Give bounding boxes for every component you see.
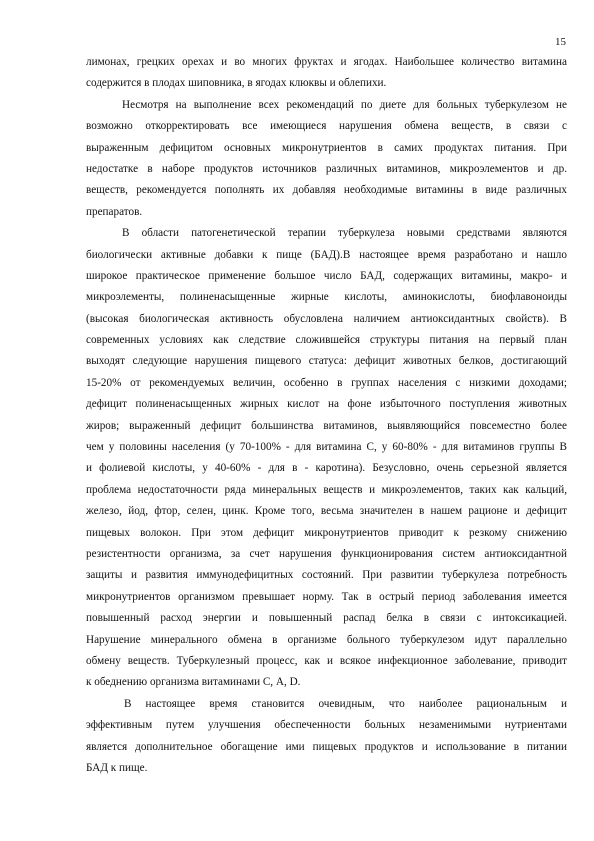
text-line: дефицит полиненасыщенных жирных кислот на фоне избыточного поступления животных — [86, 398, 567, 411]
text-line: веществ, рекомендуется пополнять их добавляя необходимые витамины в виде различных — [86, 184, 567, 197]
text-line: (высокая биологическая активность обусловлена наличием антиоксидантных свойств). В — [86, 312, 567, 325]
text-line: выходят следующие нарушения пищевого статуса: дефицит животных белков, достигающий — [86, 355, 567, 368]
text-line: содержится в плодах шиповника, в ягодах клюквы и облепихи. — [86, 77, 387, 90]
page-number: 15 — [555, 36, 566, 48]
text-line: современных условиях как следствие сложившейся структуры питания на первый план — [86, 334, 567, 347]
paragraph-3 — [86, 223, 567, 694]
text-line: обмену веществ. Туберкулезный процесс, как и всякое инфекционное заболевание, приводит — [86, 654, 567, 667]
text-line: микронутриентов организмом превышает норму. Так в острый период заболевания имеется — [86, 590, 567, 603]
document-body — [86, 52, 567, 779]
text-line: железо, йод, фтор, селен, цинк. Кроме того, весьма значителен в нашем рационе и дефицит — [86, 505, 567, 518]
text-line: жиров; выраженный дефицит большинства витаминов, выявляющийся повсеместно более — [86, 419, 567, 432]
text-line: проблема недостаточности ряда минеральных веществ и микроэлементов, таких как кальций, — [86, 483, 567, 496]
text-line: резистентности организма, за счет нарушения функционирования систем антиоксидантной — [86, 547, 567, 560]
text-line: БАД к пище. — [86, 761, 148, 774]
text-line: повышенный расход энергии и повышенный распад белка в связи с интоксикацией. — [86, 612, 567, 625]
text-line: к обеднению организма витаминами С, А, D. — [86, 676, 301, 689]
paragraph-1 — [86, 52, 567, 95]
text-line: пищевых волокон. При этом дефицит микронутриентов приводит к резкому снижению — [86, 526, 567, 539]
text-line: лимонах, грецких орехах и во многих фруктах и ягодах. Наибольшее количество витамина — [86, 56, 567, 68]
text-line: эффективным путем улучшения обеспеченности больных незаменимыми нутриентами — [86, 719, 567, 732]
text-line: Несмотря на выполнение всех рекомендаций по диете для больных туберкулезом не — [122, 98, 567, 111]
paragraph-2 — [86, 95, 567, 223]
text-line: Нарушение минерального обмена в организме больного туберкулезом идут параллельно — [86, 633, 567, 646]
text-line: является дополнительное обогащение ими пищевых продуктов и использование в питании — [86, 740, 567, 753]
text-line: возможно откорректировать все имеющиеся нарушения обмена веществ, в связи с — [86, 120, 567, 133]
text-line: 15-20% от рекомендуемых величин, особенно в группах населения с низкими доходами; — [86, 376, 567, 389]
text-line: защиты и развития иммунодефицитных состояний. При развитии туберкулеза потребность — [86, 569, 567, 582]
text-line: микроэлементы, полиненасыщенные жирные кислоты, аминокислоты, биофлавоноиды — [86, 291, 567, 304]
text-line: выраженным дефицитом основных микронутриентов в самих продуктах питания. При — [86, 141, 567, 154]
text-line: В настоящее время становится очевидным, что наиболее рациональным и — [124, 697, 567, 710]
text-line: биологически активные добавки к пище (БАД).В настоящее время разработано и нашло — [86, 248, 567, 261]
text-line: препаратов. — [86, 205, 143, 218]
text-line: В области патогенетической терапии туберкулеза новыми средствами являются — [122, 227, 567, 240]
paragraph-4 — [86, 694, 567, 780]
text-line: и фолиевой кислоты, у 40-60% - для в - каротина). Безусловно, очень серьезной является — [86, 462, 567, 475]
text-line: широкое практическое применение большое число БАД, содержащих витамины, макро- и — [86, 269, 567, 282]
text-line: чем у половины населения (у 70-100% - для витамина С, у 60-80% - для витаминов группы В — [86, 441, 567, 454]
text-line: недостатке в наборе продуктов источников различных витаминов, микроэлементов и др. — [86, 162, 567, 175]
